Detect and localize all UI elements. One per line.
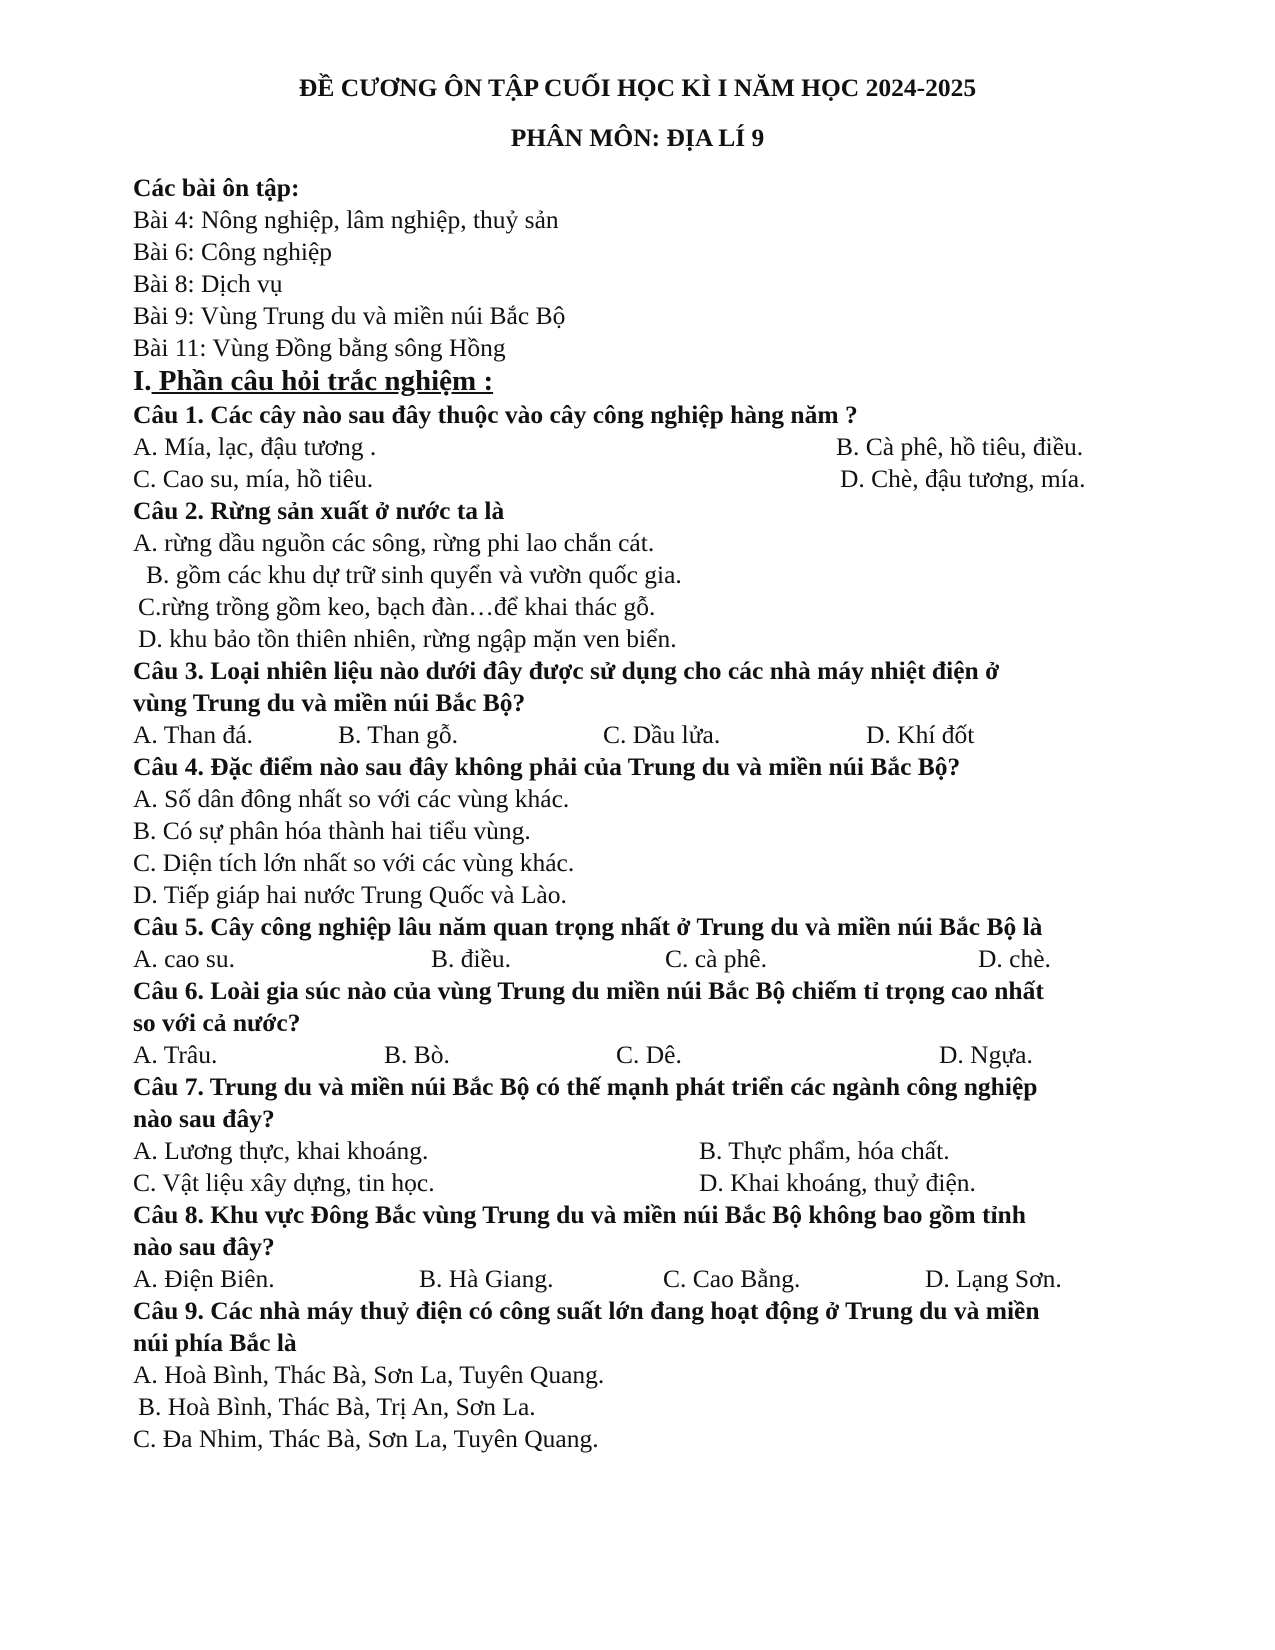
question-2-option-d: D. khu bảo tồn thiên nhiên, rừng ngập mặn ven biển. — [138, 624, 677, 653]
question-1-option-d: D. Chè, đậu tương, mía. — [840, 464, 1086, 493]
question-8-option-d: D. Lạng Sơn. — [925, 1264, 1062, 1293]
question-6-option-c: C. Dê. — [616, 1040, 682, 1069]
question-1-option-a: A. Mía, lạc, đậu tương . — [133, 432, 377, 461]
review-lesson: Bài 9: Vùng Trung du và miền núi Bắc Bộ — [133, 301, 566, 330]
question-3-option-d: D. Khí đốt — [866, 720, 975, 749]
document-title: ĐỀ CƯƠNG ÔN TẬP CUỐI HỌC KÌ I NĂM HỌC 2024-2025 — [298, 73, 977, 102]
question-6-option-a: A. Trâu. — [133, 1040, 218, 1069]
question-1-text: Câu 1. Các cây nào sau đây thuộc vào cây công nghiệp hàng năm ? — [133, 400, 858, 429]
question-4-option-c: C. Diện tích lớn nhất so với các vùng khác. — [133, 848, 575, 877]
question-6-text-line-2: so với cả nước? — [133, 1008, 301, 1037]
question-9-option-c: C. Đa Nhim, Thác Bà, Sơn La, Tuyên Quang. — [133, 1424, 599, 1453]
document-subtitle: PHÂN MÔN: ĐỊA LÍ 9 — [510, 123, 765, 152]
question-6-option-d: D. Ngựa. — [939, 1040, 1033, 1069]
question-3-option-c: C. Dầu lửa. — [603, 720, 721, 749]
question-2-option-a: A. rừng dầu nguồn các sông, rừng phi lao chắn cát. — [133, 528, 655, 557]
question-1-option-c: C. Cao su, mía, hồ tiêu. — [133, 464, 374, 493]
question-8-option-a: A. Điện Biên. — [133, 1264, 275, 1293]
question-4-text: Câu 4. Đặc điểm nào sau đây không phải của Trung du và miền núi Bắc Bộ? — [133, 752, 961, 781]
question-7-option-c: C. Vật liệu xây dựng, tin học. — [133, 1168, 435, 1197]
question-5-option-c: C. cà phê. — [665, 944, 767, 973]
question-8-option-c: C. Cao Bằng. — [663, 1264, 801, 1293]
question-3-text-line-1: Câu 3. Loại nhiên liệu nào dưới đây được sử dụng cho các nhà máy nhiệt điện ở — [133, 656, 1000, 685]
question-8-text-line-1: Câu 8. Khu vực Đông Bắc vùng Trung du và miền núi Bắc Bộ không bao gồm tỉnh — [133, 1200, 1026, 1229]
question-5-option-d: D. chè. — [978, 944, 1051, 973]
question-4-option-b: B. Có sự phân hóa thành hai tiểu vùng. — [133, 816, 531, 845]
question-9-text-line-2: núi phía Bắc là — [133, 1328, 297, 1357]
question-6-text-line-1: Câu 6. Loài gia súc nào của vùng Trung du miền núi Bắc Bộ chiếm tỉ trọng cao nhất — [133, 976, 1044, 1005]
review-lesson: Bài 8: Dịch vụ — [133, 269, 283, 298]
question-8-text-line-2: nào sau đây? — [133, 1232, 275, 1261]
question-9-option-b: B. Hoà Bình, Thác Bà, Trị An, Sơn La. — [138, 1392, 536, 1421]
question-4-option-a: A. Số dân đông nhất so với các vùng khác. — [133, 784, 570, 813]
review-heading: Các bài ôn tập: — [133, 173, 300, 202]
question-5-text: Câu 5. Cây công nghiệp lâu năm quan trọng nhất ở Trung du và miền núi Bắc Bộ là — [133, 912, 1043, 941]
question-1-option-b: B. Cà phê, hồ tiêu, điều. — [836, 432, 1084, 461]
section-heading — [133, 365, 493, 397]
review-lesson: Bài 11: Vùng Đồng bằng sông Hồng — [133, 333, 506, 362]
question-3-text-line-2: vùng Trung du và miền núi Bắc Bộ? — [133, 688, 526, 717]
question-9-option-a: A. Hoà Bình, Thác Bà, Sơn La, Tuyên Quang. — [133, 1360, 605, 1389]
review-lesson: Bài 6: Công nghiệp — [133, 237, 333, 266]
question-8-option-b: B. Hà Giang. — [419, 1264, 554, 1293]
question-5-option-a: A. cao su. — [133, 944, 235, 973]
question-7-option-b: B. Thực phẩm, hóa chất. — [699, 1136, 950, 1165]
review-lesson: Bài 4: Nông nghiệp, lâm nghiệp, thuỷ sản — [133, 205, 559, 234]
question-9-text-line-1: Câu 9. Các nhà máy thuỷ điện có công suất lớn đang hoạt động ở Trung du và miền — [133, 1296, 1040, 1325]
question-2-option-c: C.rừng trồng gồm keo, bạch đàn…để khai thác gỗ. — [138, 592, 656, 621]
question-2-text: Câu 2. Rừng sản xuất ở nước ta là — [133, 496, 505, 525]
question-6-option-b: B. Bò. — [384, 1040, 450, 1069]
question-4-option-d: D. Tiếp giáp hai nước Trung Quốc và Lào. — [133, 880, 567, 909]
question-7-text-line-1: Câu 7. Trung du và miền núi Bắc Bộ có thế mạnh phát triển các ngành công nghiệp — [133, 1072, 1038, 1101]
question-7-text-line-2: nào sau đây? — [133, 1104, 275, 1133]
question-2-option-b: B. gồm các khu dự trữ sinh quyển và vườn quốc gia. — [146, 560, 682, 589]
question-7-option-a: A. Lương thực, khai khoáng. — [133, 1136, 429, 1165]
question-3-option-a: A. Than đá. — [133, 720, 253, 749]
section-prefix: I. — [133, 365, 152, 397]
question-7-option-d: D. Khai khoáng, thuỷ điện. — [699, 1168, 976, 1197]
section-title: Phần câu hỏi trắc nghiệm : — [151, 365, 494, 397]
question-3-option-b: B. Than gỗ. — [338, 720, 458, 749]
question-5-option-b: B. điều. — [431, 944, 512, 973]
